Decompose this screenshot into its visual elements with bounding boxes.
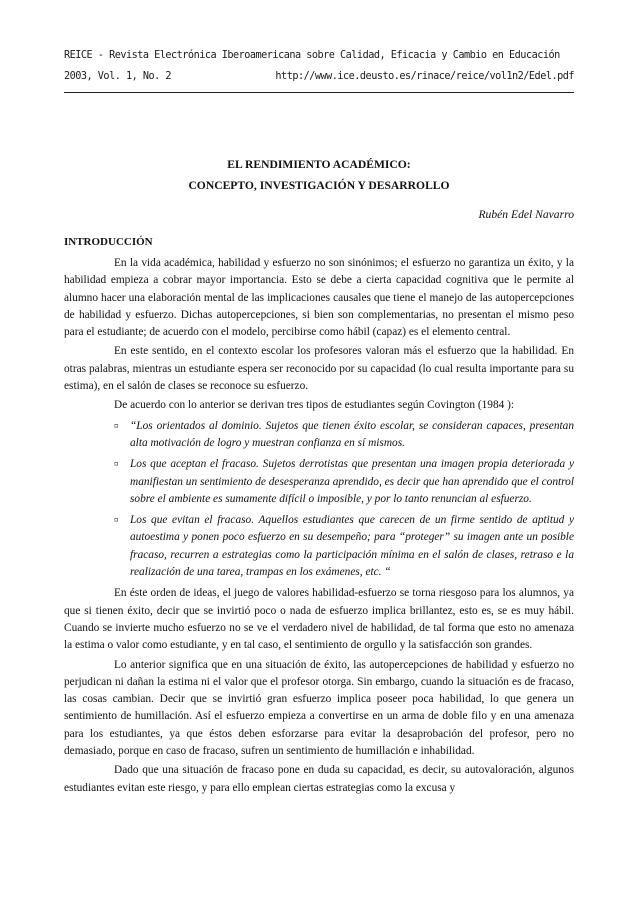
paper-subtitle: CONCEPTO, INVESTIGACIÓN Y DESARROLLO	[188, 179, 450, 192]
header-meta-line	[64, 71, 574, 82]
list-item-text: “Los orientados al dominio. Sujetos que tienen éxito escolar, se consideran capaces, presentan alta motivación de logro y muestran confianza en sí mismos.	[130, 419, 574, 449]
journal-header: REICE - Revista Electrónica Iberoamericana sobre Calidad, Eficacia y Cambio en Educación	[64, 50, 560, 61]
header-rule	[64, 92, 574, 93]
paragraph: En éste orden de ideas, el juego de valores habilidad-esfuerzo se torna riesgoso para los alumnos, ya que si tienen éxito, decir que se invirtió poco o nada de esfuerzo implica brillantez, esto es, se es muy hábil. Cuando se invierte mucho esfuerzo no se ve el verdadero nivel de habilidad, de tal forma que esto no amenaza la estima o valor como estudiante, y en tal caso, el sentimiento de orgullo y la satisfacción son grandes.	[64, 587, 574, 652]
paragraph: Dado que una situación de fracaso pone en duda su capacidad, es decir, su autovaloración, algunos estudiantes evitan este riesgo, y para ello emplean ciertas estrategias como la excusa y	[64, 764, 574, 794]
bullet-marker-icon: ¤	[114, 420, 119, 431]
list-item	[64, 418, 574, 453]
volume-info: 2003, Vol. 1, No. 2	[64, 71, 172, 82]
list-item-text: Los que evitan el fracaso. Aquellos estudiantes que carecen de un firme sentido de aptitud y autoestima y ponen poco esfuerzo en su desempeño; para “proteger” su imagen ante un posible fracaso, recurren a estrategias como la participación mínima en el salón de clases, retraso e la realización de una tarea, trampas en los exámenes, etc. “	[130, 514, 574, 579]
body-text	[64, 255, 574, 799]
list-item	[64, 512, 574, 581]
bullet-marker-icon: ¤	[114, 515, 119, 526]
author-name: Rubén Edel Navarro	[478, 208, 574, 221]
paragraph: Lo anterior significa que en una situación de éxito, las autopercepciones de habilidad y esfuerzo no perjudican ni dañan la estima ni el valor que el profesor otorga. Sin embargo, cuando la situación es de fracaso, las cosas cambian. Decir que se invirtió gran esfuerzo implica poseer poca habilidad, lo que genera un sentimiento de humillación. Así el esfuerzo empieza a convertirse en un arma de doble filo y en una amenaza para los estudiantes, ya que éstos deben esforzarse para evitar la desaprobación del profesor, pero no demasiado, porque en caso de fracaso, sufren un sentimiento de humillación e inhabilidad.	[64, 658, 574, 758]
paper-title: EL RENDIMIENTO ACADÉMICO:	[227, 158, 411, 171]
paragraph: En la vida académica, habilidad y esfuerzo no son sinónimos; el esfuerzo no garantiza un éxito, y la habilidad empieza a cobrar mayor importancia. Esto se debe a cierta capacidad cognitiva que le permite al alumno hacer una elaboración mental de las implicaciones causales que tiene el manejo de las autopercepciones de habilidad y esfuerzo. Dichas autopercepciones, si bien son complementarias, no presentan el mismo peso para el estudiante; de acuerdo con el modelo, percibirse como hábil (capaz) es el elemento central.	[64, 257, 574, 339]
bullet-marker-icon: ¤	[114, 459, 119, 470]
source-url[interactable]: http://www.ice.deusto.es/rinace/reice/vol1n2/Edel.pdf	[275, 71, 574, 82]
list-item	[64, 456, 574, 508]
student-types-list	[64, 418, 574, 582]
paragraph: De acuerdo con lo anterior se derivan tres tipos de estudiantes según Covington (1984 ):	[114, 399, 515, 412]
paragraph: En este sentido, en el contexto escolar los profesores valoran más el esfuerzo que la habilidad. En otras palabras, mientras un estudiante espera ser reconocido por su capacidad (lo cual resulta importante para su estima), en el salón de clases se reconoce su esfuerzo.	[64, 345, 574, 393]
list-item-text: Los que aceptan el fracaso. Sujetos derrotistas que presentan una imagen propia deteriorada y manifiestan un sentimiento de desesperanza aprendido, es decir que han aprendido que el control sobre el ambiente es sumamente difícil o imposible, y por lo tanto renuncian al esfuerzo.	[130, 458, 574, 505]
section-heading: INTRODUCCIÓN	[64, 236, 153, 248]
